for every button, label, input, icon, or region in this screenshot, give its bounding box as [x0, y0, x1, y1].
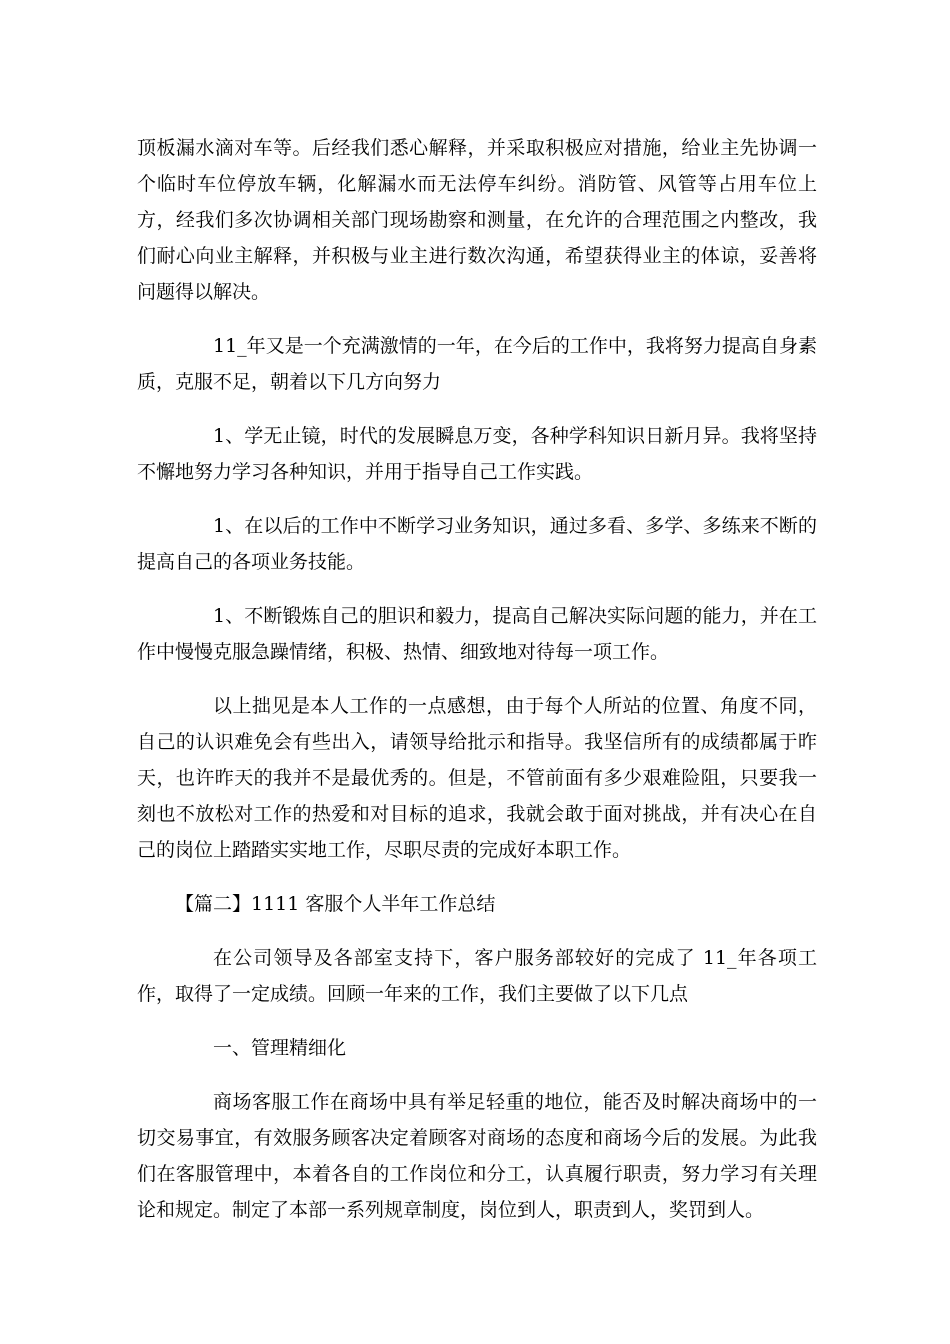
section-one-title: 一、管理精细化	[213, 1037, 347, 1059]
paragraph-goal-learning: 1、学无止镜，时代的发展瞬息万变，各种学科知识日新月异。我将坚持不懈地努力学习各种知识，并用于指导自己工作实践。	[137, 425, 817, 483]
paragraph-parking-issues: 顶板漏水滴对车等。后经我们悉心解释，并采取积极应对措施，给业主先协调一个临时车位停放车辆，化解漏水而无法停车纠纷。消防管、风管等占用车位上方，经我们多次协调相关部门现场勘察和测量，在允许的合理范围之内整改，我们耐心向业主解释，并积极与业主进行数次沟通，希望获得业主的体谅，妥善将问题得以解决。	[137, 137, 817, 303]
paragraph-goal-skills: 1、在以后的工作中不断学习业务知识，通过多看、多学、多练来不断的提高自己的各项业务技能。	[137, 515, 817, 573]
paragraph-conclusion: 以上拙见是本人工作的一点感想，由于每个人所站的位置、角度不同，自己的认识难免会有些出入，请领导给批示和指导。我坚信所有的成绩都属于昨天，也许昨天的我并不是最优秀的。但是，不管前面有多少艰难险阻，只要我一刻也不放松对工作的热爱和对目标的追求，我就会敢于面对挑战，并有决心在自己的岗位上踏踏实实地工作，尽职尽责的完成好本职工作。	[137, 695, 817, 861]
paragraph-new-year-goals: 11_年又是一个充满激情的一年，在今后的工作中，我将努力提高自身素质，克服不足，朝着以下几方向努力	[137, 335, 817, 393]
part-two-heading: 【篇二】1111 客服个人半年工作总结	[175, 893, 496, 915]
part-two-intro: 在公司领导及各部室支持下，客户服务部较好的完成了 11_年各项工作，取得了一定成绩。回顾一年来的工作，我们主要做了以下几点	[137, 947, 817, 1005]
document-body	[137, 130, 817, 1246]
paragraph-goal-temperament: 1、不断锻炼自己的胆识和毅力，提高自己解决实际问题的能力，并在工作中慢慢克服急躁情绪，积极、热情、细致地对待每一项工作。	[137, 605, 817, 663]
section-one-body: 商场客服工作在商场中具有举足轻重的地位，能否及时解决商场中的一切交易事宜，有效服务顾客决定着顾客对商场的态度和商场今后的发展。为此我们在客服管理中，本着各自的工作岗位和分工，认真履行职责，努力学习有关理论和规定。制定了本部一系列规章制度，岗位到人，职责到人，奖罚到人。	[137, 1091, 817, 1221]
